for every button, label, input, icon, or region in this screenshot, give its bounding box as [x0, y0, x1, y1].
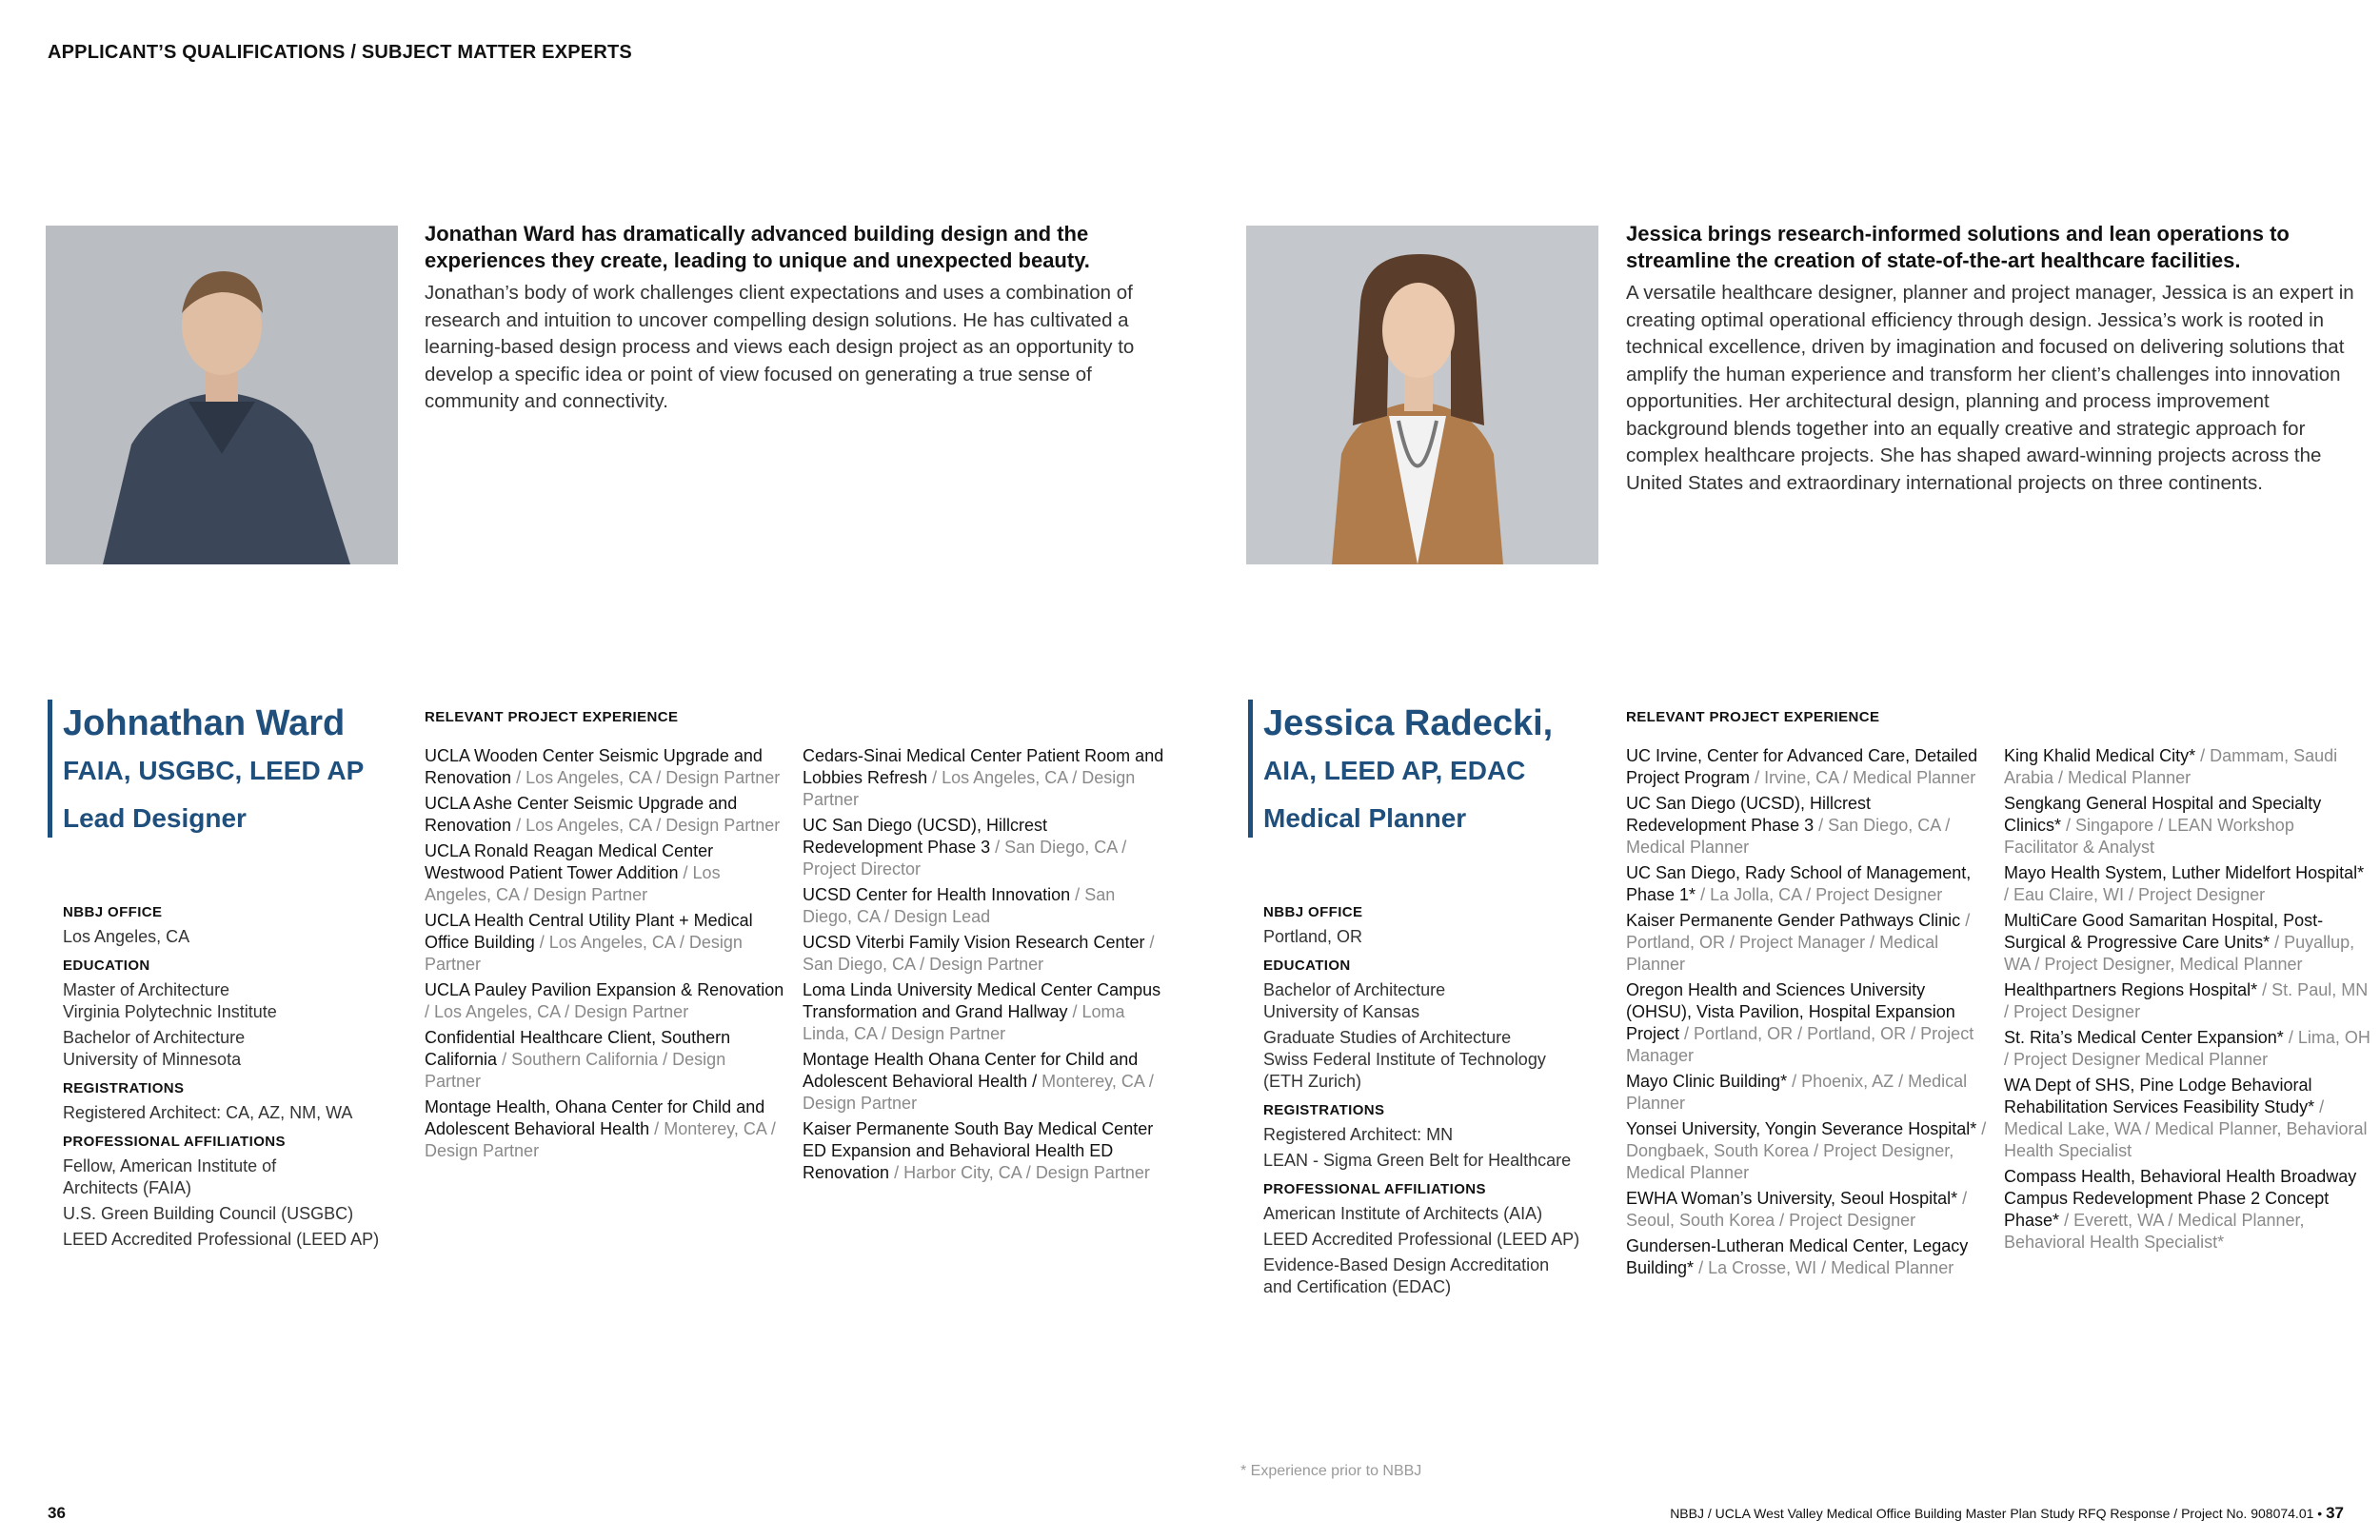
project-location-role: / La Jolla, CA /	[1700, 885, 1812, 904]
project-title: Post-Surgical & Progressive Care Units*	[2004, 911, 2324, 952]
info-sections-jonathan-ward	[63, 895, 415, 1254]
project-title: UCLA Health Central Utility Plant + Medical	[425, 911, 753, 930]
project-title: Mayo Clinic Building*	[1626, 1072, 1788, 1091]
project-title: Healthpartners Regions Hospital*	[2004, 980, 2258, 999]
project-title: Clinics*	[2004, 816, 2062, 835]
section-heading: PROFESSIONAL AFFILIATIONS	[1263, 1181, 1486, 1197]
project-list-jonathan-col1	[425, 745, 786, 1166]
project-title: Gundersen-Lutheran Medical Center,	[1626, 1236, 1909, 1255]
project-title: UCLA Ronald Reagan Medical Center	[425, 841, 714, 860]
project-location-role: / Seoul, South Korea / Project Designer	[1626, 1189, 1968, 1230]
project-location-role: OH / Project Designer	[2004, 1028, 2370, 1069]
project-location-role: / Portland, OR / Portland, OR /	[1684, 1024, 1916, 1043]
project-entry	[425, 840, 786, 906]
biography: A versatile healthcare designer, planner and project manager, Jessica is an expert in creating optimal operational efficiency through design. Jessica’s work is rooted in technical excellence, driven by imagination and focused on delivering solutions that amplify the human experience and transform her client’s challenges into innovation opportunities. Her architectural design, planning and process improvement background blends together into an equally creative and strategic approach for complex healthcare projects. She has shaped award-winning projects across the United States and extraordinary international projects on three continents.	[1626, 282, 2354, 494]
project-location-role: Behavioral Health Specialist	[2004, 1119, 2368, 1160]
project-location-role: San Diego, CA / Design Lead	[803, 885, 1116, 926]
project-location-role: / Los Angeles, CA /	[516, 768, 662, 787]
lead-statement: Jessica brings research-informed solutions and lean operations to streamline the creation of state-of-the-art healthcare facilities.	[1626, 222, 2290, 272]
project-title: UC San Diego, Rady School of	[1626, 863, 1862, 882]
project-entry	[803, 979, 1164, 1045]
project-location-role: / Medical Lake, WA / Medical Planner,	[2004, 1097, 2325, 1138]
section-entry	[1263, 1229, 1616, 1251]
project-title: Kaiser Permanente South Bay Medical	[803, 1119, 1098, 1138]
project-location-role: MN / Project Designer	[2004, 980, 2369, 1021]
project-entry	[803, 884, 1164, 928]
name-block-jessica-radecki	[1263, 700, 1606, 842]
project-entry	[2004, 745, 2370, 789]
section-heading: PROFESSIONAL AFFILIATIONS	[63, 1134, 286, 1150]
project-location-role: Design Partner	[665, 816, 781, 835]
entry-line: Swiss Federal Institute of Technology	[1263, 1050, 1546, 1069]
info-sections-jessica-radecki	[1263, 895, 1616, 1302]
project-entry	[1626, 979, 1993, 1067]
person-name: Johnathan Ward	[63, 703, 346, 743]
project-location-role: / Dongbaek, South Korea / Project	[1626, 1119, 1987, 1160]
project-title: WA Dept of SHS, Pine Lodge Behavioral	[2004, 1076, 2312, 1095]
project-title: Broadway Campus Redevelopment Phase	[2004, 1167, 2357, 1208]
section-entry	[1263, 1254, 1616, 1298]
project-location-role: Medical Planner	[1853, 768, 1976, 787]
project-entry	[425, 793, 786, 837]
project-location-role: /	[683, 863, 688, 882]
section-entry	[1263, 1027, 1616, 1093]
project-location-role: Design Partner	[425, 1050, 726, 1091]
project-location-role: /	[1075, 885, 1081, 904]
project-location-role: Planner	[1626, 1094, 1686, 1113]
section-entry	[1263, 1150, 1616, 1172]
project-location-role: Design Partner	[425, 933, 743, 974]
person-role: Lead Designer	[63, 803, 247, 833]
project-location-role: / Puyallup, WA / Project Designer, Medical	[2004, 933, 2355, 974]
project-location-role: Angeles, CA / Design Partner	[803, 768, 1136, 809]
project-location-role: / San Diego, CA /	[995, 838, 1127, 857]
project-title: Adolescent Behavioral Health /	[803, 1072, 1038, 1091]
project-title: EWHA Woman’s University, Seoul Hospital*	[1626, 1189, 1958, 1208]
project-entry	[425, 910, 786, 976]
project-entry	[2004, 793, 2370, 859]
portrait-illustration	[1246, 226, 1598, 564]
project-title: Health ED Renovation	[803, 1141, 1114, 1182]
project-location-role: Saudi Arabia / Medical Planner	[2004, 746, 2338, 787]
project-entry	[803, 1049, 1164, 1115]
entry-line: Registered Architect: CA, AZ, NM, WA	[63, 1103, 353, 1122]
project-location-role: / St. Paul,	[2262, 980, 2337, 999]
section-entry	[63, 979, 415, 1023]
project-location-role: Medical Planner	[2145, 1050, 2269, 1069]
project-location-role: Project Designer	[1815, 885, 1943, 904]
project-title: and Renovation	[425, 794, 738, 835]
project-title: UC San Diego (UCSD), Hillcrest	[803, 816, 1048, 835]
page-footer-right	[1670, 1504, 2344, 1523]
project-entry	[1626, 1118, 1993, 1184]
section-entry	[1263, 926, 1616, 948]
project-location-role: Facilitator & Analyst	[2004, 838, 2155, 857]
project-title: Patient Room and Lobbies Refresh	[803, 746, 1164, 787]
project-entry	[1626, 793, 1993, 859]
info-section	[63, 958, 415, 1071]
project-title: UC San Diego (UCSD), Hillcrest	[1626, 794, 1872, 813]
project-location-role: /	[654, 1119, 660, 1138]
page-header-title: APPLICANT’S QUALIFICATIONS / SUBJECT MATTER EXPERTS	[48, 42, 632, 63]
info-section	[1263, 1102, 1616, 1172]
project-title: Hospital*	[1908, 1119, 1977, 1138]
project-location-role: / Los Angeles, CA /	[425, 1002, 570, 1021]
info-section	[63, 1080, 415, 1124]
page-number-right: 37	[2326, 1504, 2344, 1522]
project-title: Hallway	[1007, 1002, 1068, 1021]
project-location-role: / Eau Claire, WI / Project Designer	[2004, 885, 2266, 904]
person-credentials: AIA, LEED AP, EDAC	[1263, 756, 1526, 785]
portrait-photo-jessica-radecki	[1246, 226, 1598, 564]
project-entry	[1626, 1071, 1993, 1115]
entry-line: LEED Accredited Professional (LEED AP)	[63, 1230, 380, 1249]
lead-statement: Jonathan Ward has dramatically advanced building design and the experiences they create, leading to unique and unexpected beauty.	[425, 222, 1090, 272]
section-heading: REGISTRATIONS	[1263, 1102, 1385, 1118]
project-entry	[1626, 745, 1993, 789]
project-title: Center	[1093, 933, 1145, 952]
project-title: Montage Health Ohana Center for Child and	[803, 1050, 1139, 1069]
section-heading: NBBJ OFFICE	[63, 904, 163, 920]
project-title: Loma Linda University Medical	[803, 980, 1037, 999]
project-location-role: Monterey, CA / Design Partner	[425, 1119, 776, 1160]
portrait-photo-jonathan-ward	[46, 226, 398, 564]
project-location-role: Planner	[1894, 1258, 1954, 1277]
project-location-role: Monterey,	[1041, 1072, 1117, 1091]
entry-line: Portland, OR	[1263, 927, 1363, 946]
project-title: UC Irvine, Center for Advanced Care,	[1626, 746, 1911, 765]
section-entry	[63, 1229, 415, 1251]
project-location-role: Planner	[2243, 955, 2303, 974]
project-location-role: Medical Planner	[1626, 933, 1939, 974]
project-location-role: / San Diego, CA /	[1818, 816, 1951, 835]
project-title: UCLA Pauley Pavilion Expansion &	[425, 980, 693, 999]
info-section	[1263, 904, 1616, 948]
entry-line: Architects (FAIA)	[63, 1178, 192, 1197]
footnote: * Experience prior to NBBJ	[1240, 1463, 1422, 1479]
project-entry	[803, 1118, 1164, 1184]
info-section	[63, 1134, 415, 1251]
project-title: Confidential Healthcare Client, Southern	[425, 1028, 731, 1047]
project-title: Hospital*	[2295, 863, 2365, 882]
project-title: Project	[1626, 1024, 1680, 1043]
section-entry	[63, 1027, 415, 1071]
entry-line: U.S. Green Building Council (USGBC)	[63, 1204, 354, 1223]
project-title: Montage Health, Ohana Center for Child	[425, 1097, 732, 1116]
entry-line: and Certification (EDAC)	[1263, 1277, 1452, 1296]
project-title: UCLA Ashe Center Seismic Upgrade	[425, 794, 704, 813]
project-entry	[1626, 1188, 1993, 1232]
project-title: California	[425, 1050, 498, 1069]
entry-line: Graduate Studies of Architecture	[1263, 1028, 1512, 1047]
project-title: St. Rita’s Medical Center Expansion*	[2004, 1028, 2284, 1047]
person-name: Jessica Radecki,	[1263, 703, 1554, 743]
project-entry	[803, 932, 1164, 976]
experience-heading: RELEVANT PROJECT EXPERIENCE	[1626, 709, 1880, 725]
project-location-role: / Singapore / LEAN Workshop	[2066, 816, 2294, 835]
project-location-role: / La Crosse, WI / Medical	[1698, 1258, 1891, 1277]
entry-line: Registered Architect: MN	[1263, 1125, 1454, 1144]
entry-line: (ETH Zurich)	[1263, 1072, 1361, 1091]
project-title: UCSD Viterbi Family Vision Research	[803, 933, 1089, 952]
project-title: Rehabilitation Services Feasibility Study*	[2004, 1097, 2315, 1116]
project-location-role: Design Partner	[665, 768, 781, 787]
project-list-jonathan-col2	[803, 745, 1164, 1188]
project-title: King Khalid Medical City*	[2004, 746, 2196, 765]
accent-bar	[1248, 700, 1253, 838]
project-title: Mayo Health System, Luther Midelfort	[2004, 863, 2291, 882]
project-title: Compass Health, Behavioral Health	[2004, 1167, 2276, 1186]
entry-line: Bachelor of Architecture	[1263, 980, 1446, 999]
section-heading: EDUCATION	[63, 958, 150, 974]
project-location-role: / Harbor City, CA /	[894, 1163, 1031, 1182]
project-title: Oregon Health and Sciences University	[1626, 980, 1926, 999]
project-title: Legacy Building*	[1626, 1236, 1969, 1277]
entry-line: Fellow, American Institute of	[63, 1156, 277, 1175]
project-location-role: / Phoenix, AZ / Medical	[1792, 1072, 1968, 1091]
entry-line: Evidence-Based Design Accreditation	[1263, 1255, 1550, 1274]
project-location-role: CA / Design Partner	[803, 1072, 1154, 1113]
name-block-jonathan-ward	[63, 700, 406, 842]
project-entry	[803, 745, 1164, 811]
project-location-role: Medical Planner	[1626, 838, 1750, 857]
project-location-role: Planner, Behavioral Health Specialist*	[2004, 1211, 2305, 1252]
project-location-role: / Loma Linda, CA / Design Partner	[803, 1002, 1125, 1043]
entry-line: Bachelor of Architecture	[63, 1028, 246, 1047]
project-location-role: Designer, Medical Planner	[1626, 1141, 1954, 1182]
project-title: Westwood Patient Tower Addition	[425, 863, 679, 882]
project-location-role: Design Partner	[574, 1002, 689, 1021]
project-title: Detailed Project Program	[1626, 746, 1978, 787]
project-title: MultiCare Good Samaritan Hospital,	[2004, 911, 2279, 930]
project-title: Center ED Expansion and Behavioral	[803, 1119, 1154, 1160]
project-location-role: Project Manager	[1626, 1024, 1974, 1065]
project-location-role: / Los Angeles, CA /	[516, 816, 662, 835]
project-title: Kaiser Permanente Gender Pathways Clinic	[1626, 911, 1961, 930]
project-title: Cedars-Sinai Medical Center	[803, 746, 1022, 765]
experience-heading: RELEVANT PROJECT EXPERIENCE	[425, 709, 679, 725]
section-heading: EDUCATION	[1263, 958, 1351, 974]
project-list-jessica-col2	[2004, 745, 2370, 1257]
project-location-role: Design Partner	[1035, 1163, 1150, 1182]
section-entry	[63, 1203, 415, 1225]
project-title: Management, Phase 1*	[1626, 863, 1972, 904]
project-title: Redevelopment Phase 3	[1626, 816, 1815, 835]
portrait-illustration	[46, 226, 398, 564]
info-section	[1263, 958, 1616, 1093]
project-title: 2 Concept Phase*	[2004, 1189, 2330, 1230]
project-title: Redevelopment Phase 3	[803, 838, 991, 857]
footer-project-text: NBBJ / UCLA West Valley Medical Office Building Master Plan Study RFQ Response / Project No. 908074.01 •	[1670, 1506, 2323, 1521]
project-entry	[1626, 1235, 1993, 1279]
project-entry	[2004, 862, 2370, 906]
project-location-role: / Irvine, CA /	[1755, 768, 1849, 787]
section-entry	[63, 1155, 415, 1199]
project-location-role: / Portland, OR / Project Manager /	[1626, 911, 1971, 952]
project-title: UCLA Wooden Center Seismic Upgrade	[425, 746, 729, 765]
project-location-role: Los Angeles, CA / Design Partner	[425, 863, 721, 904]
project-location-role: / Southern California /	[502, 1050, 668, 1069]
section-entry	[63, 1102, 415, 1124]
project-title: (OHSU), Vista Pavilion, Hospital Expansion	[1626, 1002, 1955, 1021]
project-title: Yonsei University, Yongin Severance	[1626, 1119, 1904, 1138]
project-entry	[425, 979, 786, 1023]
biography: Jonathan’s body of work challenges client expectations and uses a combination of research and intuition to uncover compelling design solutions. He has cultivated a learning-based design process and views each design project as an opportunity to develop a specific idea or point of view focused on generating a true sense of community and connectivity.	[425, 282, 1135, 412]
entry-line: LEED Accredited Professional (LEED AP)	[1263, 1230, 1580, 1249]
project-title: UCSD Center for Health Innovation	[803, 885, 1071, 904]
intro-jessica-radecki	[1626, 221, 2370, 497]
project-entry	[425, 745, 786, 789]
info-section	[63, 904, 415, 948]
section-heading: REGISTRATIONS	[63, 1080, 185, 1096]
project-location-role: / Everett, WA / Medical	[2064, 1211, 2237, 1230]
project-title: Renovation	[697, 980, 784, 999]
page-number-left: 36	[48, 1504, 66, 1522]
entry-line: American Institute of Architects (AIA)	[1263, 1204, 1543, 1223]
person-role: Medical Planner	[1263, 803, 1467, 833]
section-entry	[63, 926, 415, 948]
entry-line: Los Angeles, CA	[63, 927, 190, 946]
project-entry	[803, 815, 1164, 880]
project-location-role: / Los Angeles, CA /	[539, 933, 684, 952]
project-title: and Renovation	[425, 746, 763, 787]
project-entry	[2004, 910, 2370, 976]
project-location-role: / Lima,	[2288, 1028, 2340, 1047]
project-title: Sengkang General Hospital and Specialty	[2004, 794, 2322, 813]
project-list-jessica-col1	[1626, 745, 1993, 1283]
info-section	[1263, 1181, 1616, 1298]
project-title: Office Building	[425, 933, 535, 952]
section-heading: NBBJ OFFICE	[1263, 904, 1363, 920]
section-entry	[1263, 1124, 1616, 1146]
project-entry	[425, 1096, 786, 1162]
section-entry	[1263, 979, 1616, 1023]
section-entry	[1263, 1203, 1616, 1225]
entry-line: Virginia Polytechnic Institute	[63, 1002, 277, 1021]
entry-line: LEAN - Sigma Green Belt for Healthcare	[1263, 1151, 1572, 1170]
project-entry	[425, 1027, 786, 1093]
project-location-role: / Los	[932, 768, 970, 787]
project-entry	[2004, 979, 2370, 1023]
project-entry	[1626, 910, 1993, 976]
entry-line: University of Kansas	[1263, 1002, 1420, 1021]
project-title: and Adolescent Behavioral Health	[425, 1097, 765, 1138]
project-title: Center Campus Transformation and Grand	[803, 980, 1161, 1021]
entry-line: Master of Architecture	[63, 980, 230, 999]
project-entry	[2004, 1075, 2370, 1162]
project-entry	[2004, 1027, 2370, 1071]
intro-jonathan-ward	[425, 221, 1158, 416]
project-location-role: / San Diego, CA / Design Partner	[803, 933, 1155, 974]
project-entry	[1626, 862, 1993, 906]
project-location-role: Project Director	[803, 859, 922, 879]
project-location-role: / Dammam,	[2200, 746, 2290, 765]
person-credentials: FAIA, USGBC, LEED AP	[63, 756, 365, 785]
accent-bar	[48, 700, 52, 838]
project-entry	[2004, 1166, 2370, 1254]
entry-line: University of Minnesota	[63, 1050, 242, 1069]
